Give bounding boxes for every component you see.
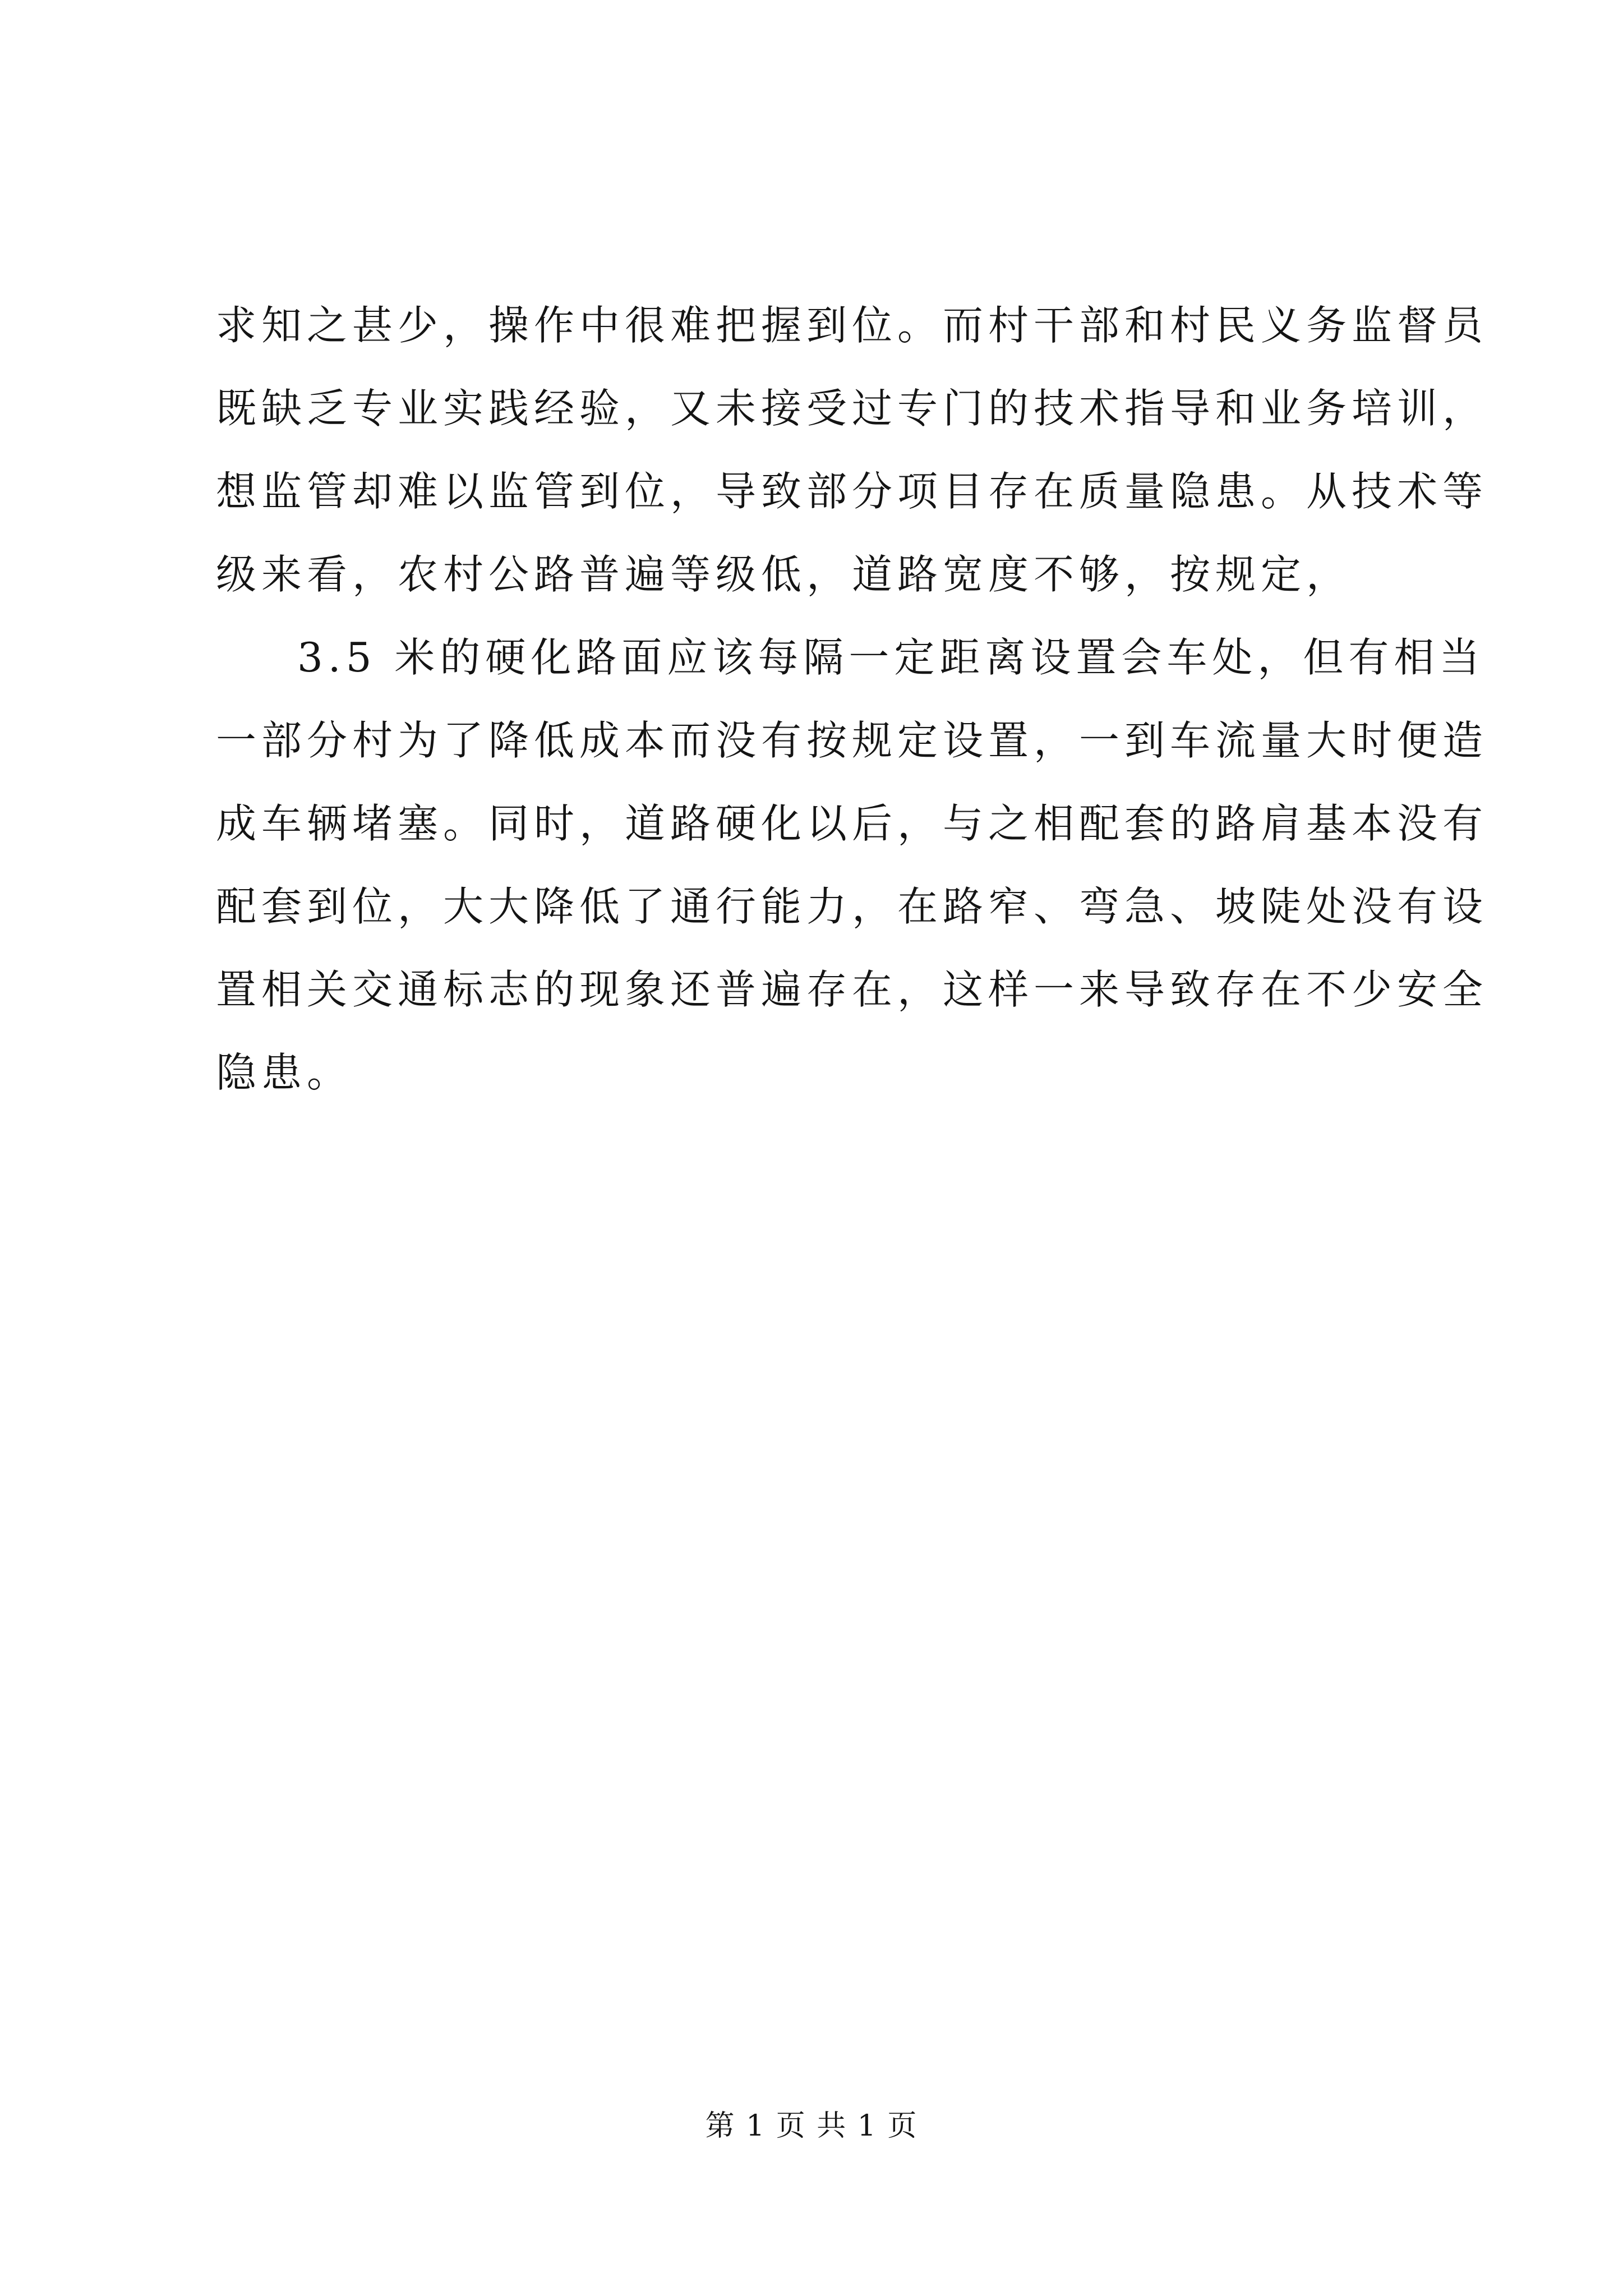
paragraph-line-2: 既缺乏专业实践经验，又未接受过专门的技术指导和业务培训， xyxy=(216,385,1488,432)
paragraph-line-9: 置相关交通标志的现象还普遍存在，这样一来导致存在不少安全 xyxy=(216,966,1488,1013)
paragraph-line-3: 想监管却难以监管到位，导致部分项目存在质量隐患。从技术等 xyxy=(216,468,1488,515)
paragraph-line-6: 一部分村为了降低成本而没有按规定设置，一到车流量大时便造 xyxy=(216,717,1488,764)
paragraph-line-4: 级来看，农村公路普遍等级低，道路宽度不够，按规定， xyxy=(216,551,1352,598)
paragraph-line-1: 求知之甚少，操作中很难把握到位。而村干部和村民义务监督员 xyxy=(216,302,1488,349)
paragraph-line-5: 3.5 米的硬化路面应该每隔一定距离设置会车处，但有相当 xyxy=(297,634,1485,681)
paragraph-line-8: 配套到位，大大降低了通行能力，在路窄、弯急、坡陡处没有设 xyxy=(216,883,1488,930)
page-number-footer: 第 1 页 共 1 页 xyxy=(705,2109,918,2143)
paragraph-line-7: 成车辆堵塞。同时，道路硬化以后，与之相配套的路肩基本没有 xyxy=(216,800,1488,847)
paragraph-line-10: 隐患。 xyxy=(216,1049,353,1096)
